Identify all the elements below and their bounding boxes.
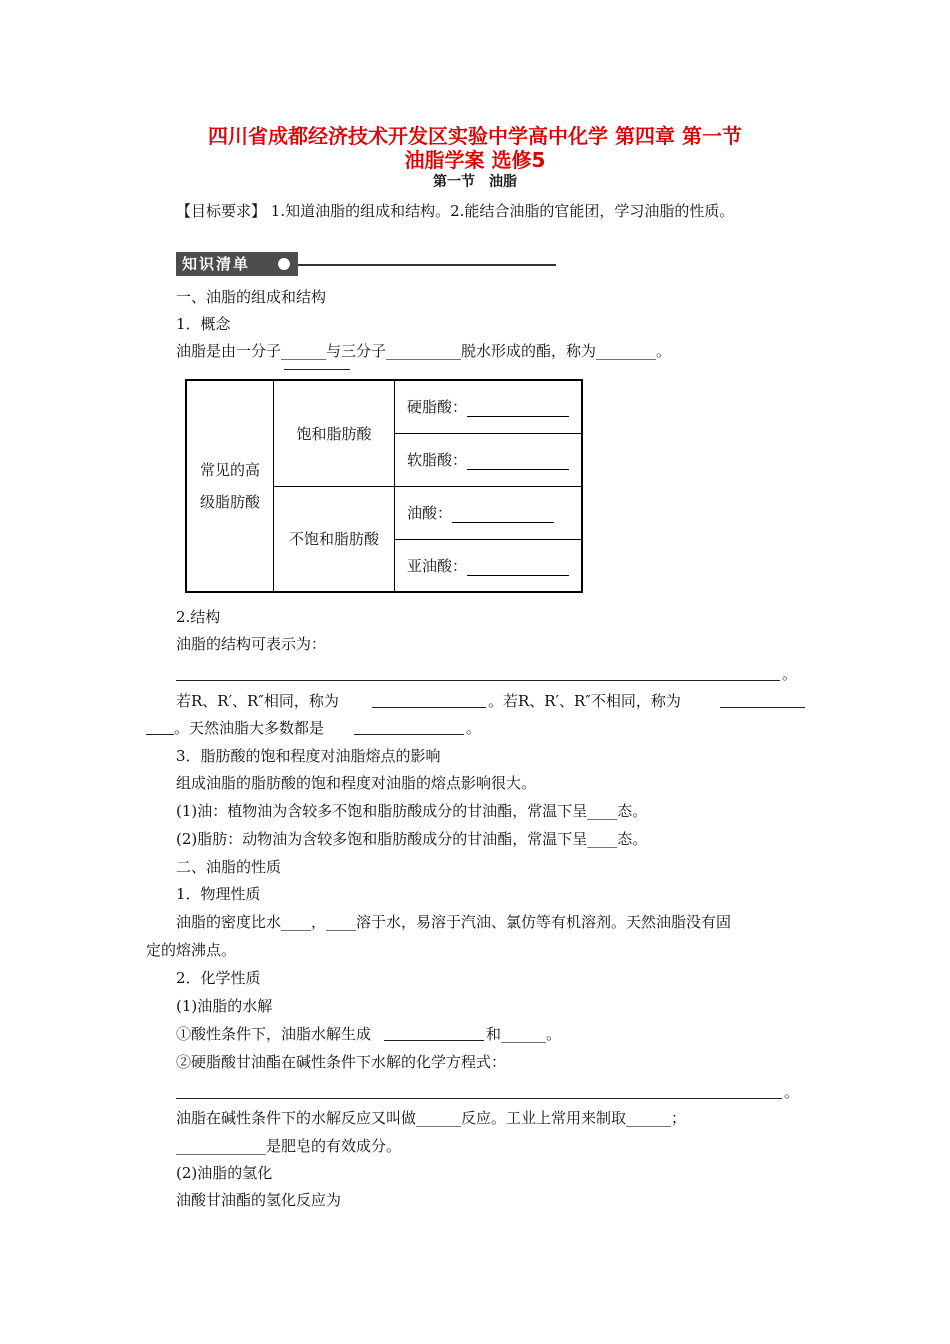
effect-heading: 3．脂肪酸的饱和程度对油脂熔点的影响: [176, 747, 441, 765]
answer-blank: [384, 1040, 484, 1041]
structure-heading: 2.结构: [176, 608, 221, 626]
concept-text: 油脂是由一分子______与三分子__________脱水形成的酯，称为________。: [176, 342, 672, 360]
structure-text: 油脂的结构可表示为：: [176, 635, 327, 653]
answer-blank: [720, 707, 805, 708]
knowledge-banner: [176, 252, 298, 276]
fatty-acid-table: [185, 379, 583, 593]
hydrogenation-heading: (2)油脂的氢化: [176, 1164, 273, 1182]
goals-label: 【目标要求】: [176, 202, 267, 220]
bullet-dot-icon: [278, 258, 290, 270]
saturated-label: 饱和脂肪酸: [274, 380, 395, 486]
answer-blank: [467, 400, 569, 417]
table-group-label: [186, 380, 274, 592]
concept-heading: 1．概念: [176, 315, 231, 333]
acid-name: 亚油酸：: [407, 556, 468, 575]
banner-rule: [298, 264, 556, 266]
physical-text2: 定的熔沸点。: [146, 941, 237, 959]
group-label-line1: 常见的高: [199, 461, 260, 479]
document-title-line1: 四川省成都经济技术开发区实验中学高中化学 第四章 第一节: [208, 124, 742, 148]
natural-text-a: 。天然油脂大多数都是: [174, 719, 325, 737]
physical-text1: 油脂的密度比水____，____溶于水，易溶于汽油、氯仿等有机溶剂。天然油脂没有固: [176, 913, 732, 931]
document-title-line2: 油脂学案 选修5: [404, 148, 546, 172]
alkaline-text: ②硬脂酸甘油酯在碱性条件下水解的化学方程式：: [176, 1053, 507, 1071]
answer-blank: [284, 369, 350, 370]
table-row: [395, 433, 582, 486]
answer-blank: [372, 707, 486, 708]
answer-blank: [176, 1098, 782, 1099]
answer-blank: [467, 559, 569, 576]
acid-name: 硬脂酸：: [407, 398, 468, 417]
goals-text: 1.知道油脂的组成和结构。2.能结合油脂的官能团，学习油脂的性质。: [270, 202, 735, 220]
structure-end: 。: [782, 665, 798, 683]
section-subtitle: 第一节 油脂: [433, 174, 517, 190]
acid-name: 软脂酸：: [407, 451, 468, 469]
chemical-heading: 2．化学性质: [176, 969, 261, 987]
natural-text-end: 。: [466, 719, 482, 737]
hydrolysis-heading: (1)油脂的水解: [176, 997, 273, 1015]
answer-blank: [146, 734, 174, 735]
same-text-b: 。若R、R′、R″不相同，称为: [488, 692, 681, 710]
soap-text2: ____________是肥皂的有效成分。: [176, 1137, 402, 1155]
acid-name: 油酸：: [407, 504, 453, 522]
fat-text: (2)脂肪：动物油为含较多饱和脂肪酸成分的甘油酯，常温下呈____态。: [176, 830, 648, 848]
same-text-a: 若R、R′、R″相同，称为: [176, 692, 339, 710]
group-label-line2: 级脂肪酸: [199, 493, 260, 511]
oil-text: (1)油：植物油为含较多不饱和脂肪酸成分的甘油酯，常温下呈____态。: [176, 802, 648, 820]
hydrogenation-text: 油酸甘油酯的氢化反应为: [176, 1191, 342, 1209]
goals: [176, 201, 734, 221]
effect-text: 组成油脂的脂肪酸的饱和程度对油脂的熔点影响很大。: [176, 774, 537, 792]
table-row: [395, 486, 582, 539]
acid-text-a: ①酸性条件下，油脂水解生成: [176, 1025, 372, 1043]
acid-text-b: 和______。: [486, 1025, 562, 1043]
answer-blank: [176, 680, 780, 681]
answer-blank: [452, 506, 554, 523]
physical-heading: 1．物理性质: [176, 885, 261, 903]
answer-blank: [354, 734, 464, 735]
unsaturated-label: 不饱和脂肪酸: [274, 486, 395, 592]
section2-heading: 二、油脂的性质: [176, 858, 282, 876]
table-row: [395, 380, 582, 433]
section1-heading: 一、油脂的组成和结构: [176, 288, 327, 306]
answer-blank: [467, 453, 569, 470]
banner-label: 知识清单: [182, 255, 251, 273]
alkaline-end: 。: [784, 1083, 800, 1101]
soap-text1: 油脂在碱性条件下的水解反应又叫做______反应。工业上常用来制取______；: [176, 1109, 687, 1127]
table-row: [395, 539, 582, 592]
